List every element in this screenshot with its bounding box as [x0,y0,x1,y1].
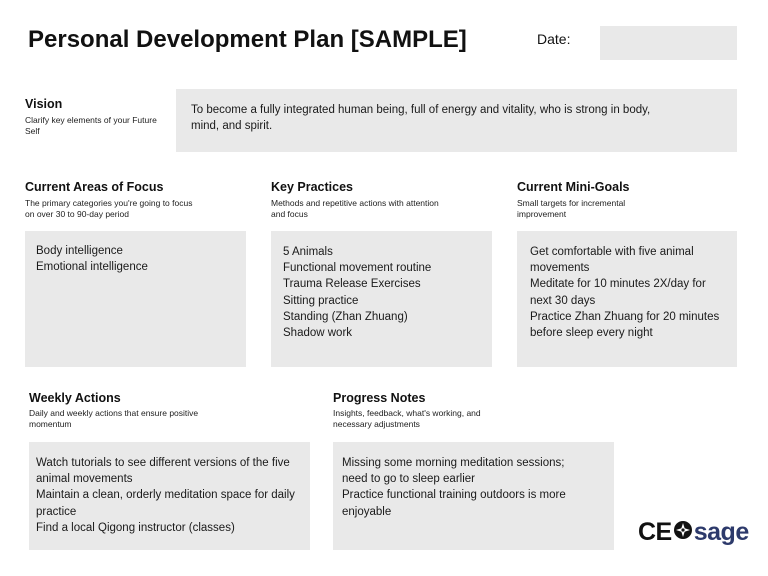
compass-icon [673,518,693,547]
goals-list [530,244,729,341]
date-label: Date: [537,31,571,47]
vision-box[interactable] [176,89,737,152]
list-item: Watch tutorials to see different versions of the five animal movements [36,457,290,486]
practices-title: Key Practices [271,180,354,194]
goals-subtitle: Small targets for incremental improvement [517,198,626,219]
focus-title: Current Areas of Focus [25,180,164,194]
list-item: Missing some morning meditation sessions; need to go to sleep earlier [342,457,565,486]
focus-list [36,243,238,275]
vision-text: To become a fully integrated human being, full of energy and vitality, who is strong in body, mind, and spirit. [191,104,651,133]
list-item: Functional movement routine [283,262,432,275]
progress-subtitle: Insights, feedback, what's working, and necessary adjustments [333,408,481,429]
list-item: Trauma Release Exercises [283,278,421,291]
weekly-list [36,455,300,536]
vision-subtitle: Clarify key elements of your Future Self [25,115,157,136]
weekly-title: Weekly Actions [29,391,121,405]
focus-box[interactable] [25,231,246,367]
list-item: Practice functional training outdoors is more enjoyable [342,489,566,518]
ceosage-logo [638,518,749,547]
date-field[interactable] [600,26,737,60]
vision-title: Vision [25,97,63,111]
list-item: Find a local Qigong instructor (classes) [36,521,235,534]
list-item: Meditate for 10 minutes 2X/day for next 30 days [530,278,706,307]
logo-text-ce: CE [638,518,672,546]
progress-box[interactable] [333,442,614,550]
list-item: Body intelligence [36,245,123,257]
page-title: Personal Development Plan [SAMPLE] [28,26,467,53]
list-item: Get comfortable with five animal movements [530,246,694,275]
weekly-subtitle: Daily and weekly actions that ensure positive momentum [29,408,199,429]
weekly-box[interactable] [29,442,310,550]
list-item: Standing (Zhan Zhuang) [283,310,408,323]
goals-box[interactable] [517,231,737,367]
practices-list [283,244,484,341]
practices-box[interactable] [271,231,492,367]
list-item: Shadow work [283,327,353,340]
focus-subtitle: The primary categories you're going to focus on over 30 to 90-day period [25,198,193,219]
logo-text-sage: sage [693,518,749,546]
list-item: Emotional intelligence [36,261,148,274]
goals-title: Current Mini-Goals [517,180,630,194]
list-item: Practice Zhan Zhuang for 20 minutes before sleep every night [530,310,720,340]
list-item: Sitting practice [283,294,359,307]
list-item: 5 Animals [283,246,333,258]
progress-title: Progress Notes [333,391,426,405]
practices-subtitle: Methods and repetitive actions with attention and focus [271,198,439,219]
progress-list [342,455,586,520]
list-item: Maintain a clean, orderly meditation space for daily practice [36,489,295,518]
